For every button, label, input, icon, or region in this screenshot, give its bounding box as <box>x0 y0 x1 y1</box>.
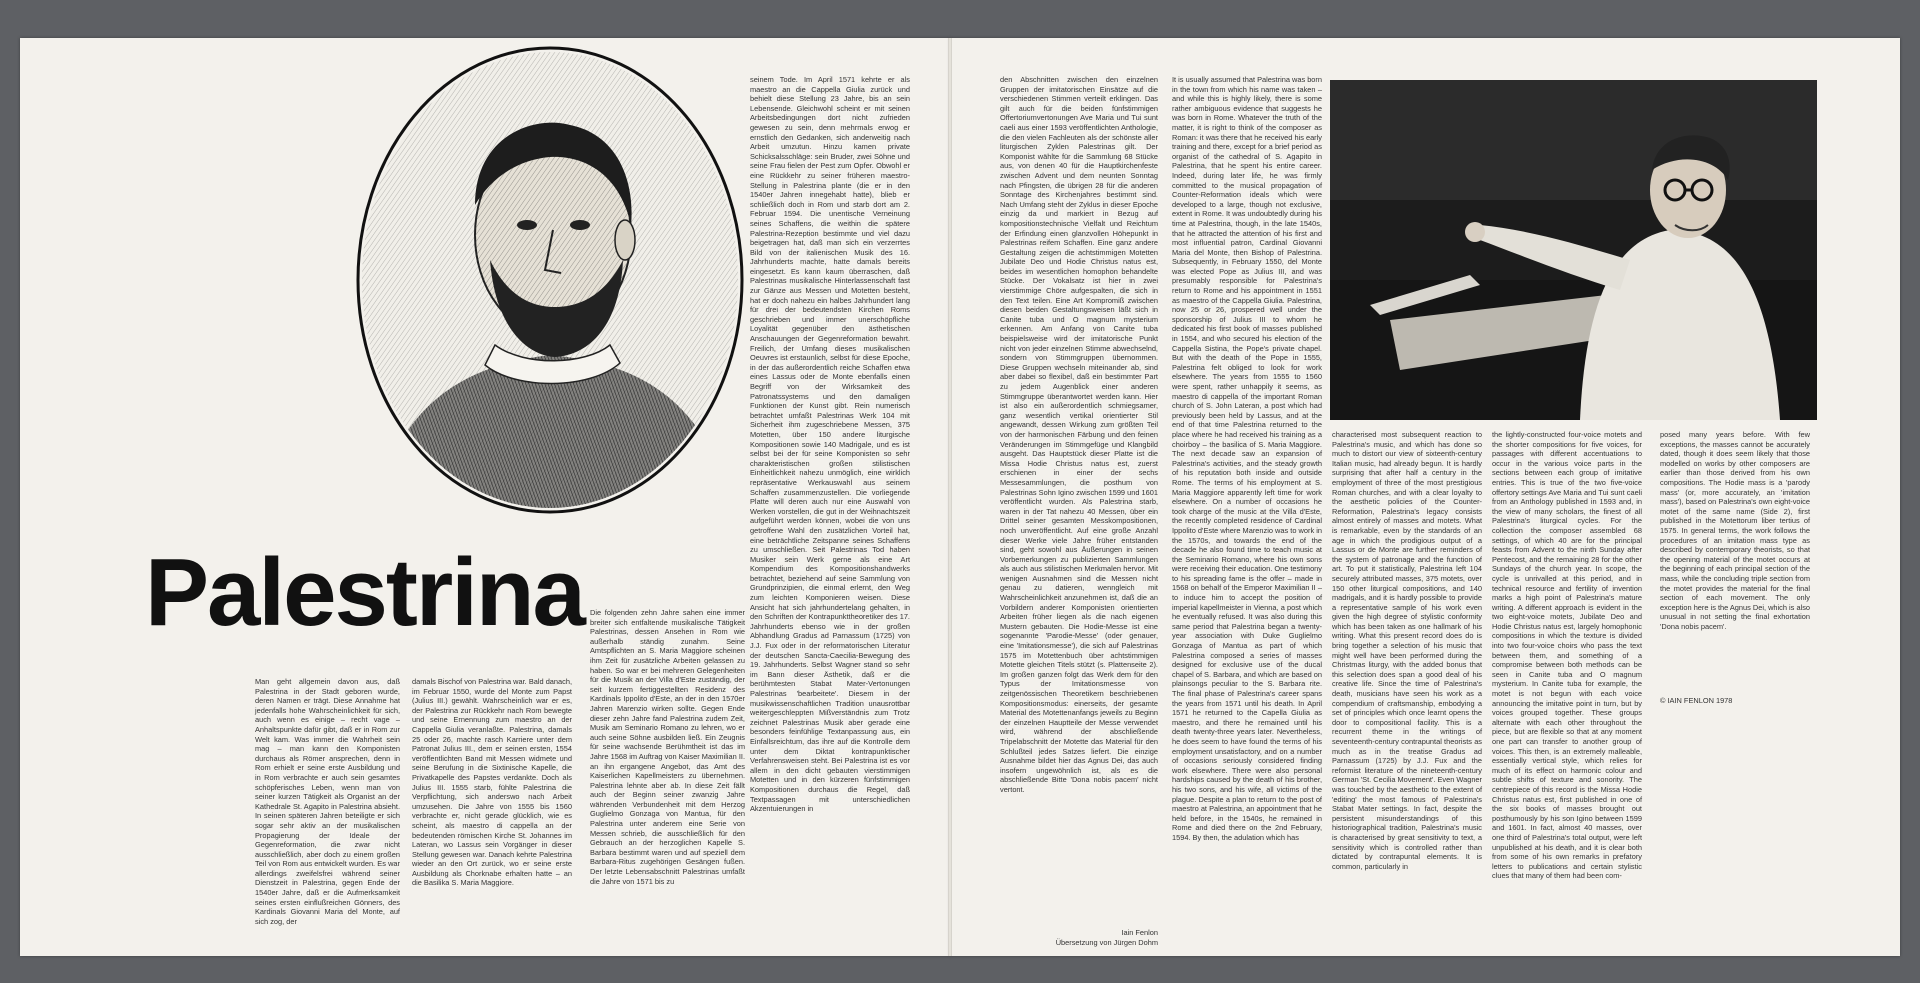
german-intro-right: damals Bischof von Palestrina war. Bald danach, im Februar 1550, wurde del Monte zum Papst (Julius III.) gewählt. Wahrscheinlich war er es, der Palestrina zur Rückkehr nach Rom bewegte und seine Ernennung zum maestro an der Cappella Giulia veranlaßte. Palestrina, damals 25 oder 26, machte rasch Karriere unter dem Patronat Julius III., dem er seinen ersten, 1554 veröffentlichten Band mit Messen widmete und seine Berufung in die Sixtinische Kapelle, die Privatkapelle des Papstes verdankte. Doch als Julius III. 1555 starb, fühlte Palestrina die Verpflichtung, sich anderswo nach Arbeit umzusehen. Die Jahre von 1555 bis 1560 verbrachte er, nicht gerade glücklich, wie es scheint, als maestro di cappella an der bedeutenden römischen Kirche St. Johannes im Lateran, wo Lassus sein Vorgänger in dieser Stellung gewesen war. Danach kehrte Palestrina wieder an den Ort zurück, wo er seine erste Ausbildung als Chorknabe erhalten hatte – an die Basilika S. Maria Maggiore. <box>412 677 572 888</box>
german-column-3-top: seinem Tode. Im April 1571 kehrte er als maestro an die Cappella Giulia zurück und behielt diese Stellung 23 Jahre, bis an sein Lebensende. Gleichwohl scheint er mit seinen Arbeitsbedingungen dort nicht zufrieden gewesen zu sein, denn mehrmals erwog er ernstlich den Gedanken, sich anderweitig nach Arbeit umzutun. Hinzu kamen private Schicksalsschläge: sein Bruder, zwei Söhne und seine Frau fielen der Pest zum Opfer. Obwohl er eine Rückkehr zu seiner früheren maestro-Stellung in Palestrina plante (die er in den 1540er Jahren innegehabt hatte), blieb er schließlich doch in Rom und starb dort am 2. Februar 1594. Die unentische Verneinung seines Schaffens, die weithin die spätere Palestrina-Rezeption bestimmte und viel dazu beigetragen hat, daß man sich ein verzerrtes Bild von der italienischen Musik des 16. Jahrhunderts machte, hatte damals bereits eingesetzt. Es kann kaum überraschen, daß Palestrinas musikalische Hinterlassenschaft fast zur Gänze aus Messen und Motetten besteht, hat er doch nahezu ein halbes Jahrhundert lang für drei der bedeutendsten Kirchen Roms geschrieben und immer unerschöpfliche Loyalität gegenüber den ästhetischen Anschauungen der Gegenreformation bewahrt. Freilich, der Umfang dieses musikalischen Oeuvres ist erstaunlich, selbst für diese Epoche, in der das außerordentlich reiche Schaffen etwa eines Lassus oder de Monte ebenfalls einen Begriff von der Wirksamkeit des Patronatssystems und den damaligen Funktionen der Kunst gibt. Rein numerisch betrachtet umfaßt Palestrinas Werk 104 mit Sicherheit ihm zugeschriebene Messen, 375 Motetten, über 150 andere liturgische Kompositionen sowie 140 Madrigale, und es ist selbst bei der für seine Komponisten so sehr charakteristischen großen stilistischen Einheitlichkeit nahezu unmöglich, eine wirklich repräsentative Werkauswahl aus seinem Schaffen zusammenzustellen. Die vorliegende Platte will deren auch nur eine Auswahl von Werken vorstellen, die gut in der Weihnachtszeit aufgeführt werden können, wobei die von uns getroffene Wahl den zusätzlichen Vorteil hat, eine beträchtliche Zeitspanne seines Schaffens zu umschließen. Seit Palestrinas Tod haben Musiker sein Werk gerne als eine Art Kompendium des Kompositionshandwerks betrachtet, beziehend auf seine Sammlung von Grundprinzipien, die einmal erlernt, den Weg zum leichten Komponieren weisen. Diese Ansicht hat sich jahrhundertelang gehalten, in den Schriften der Kontrapunkttheoretiker des 17. Jahrhunderts ebenso wie in der großen Abhandlung Gradus ad Parnassum (1725) von J.J. Fux oder in der reformatorischen Literatur der deutschen Sancta-Caecilia-Bewegung des 19. Jahrhunderts. Selbst Wagner stand so sehr im Bann dieser Ästhetik, daß er die berühmtesten Stabat Mater-Vertonungen Palestrinas 'bearbeitete'. Diesem in der musikwissenschaftlichen Tradition unausrottbar weitergeschleppten Mißverständnis zum Trotz zeichnet Palestrinas Musik aber gerade eine besonders feinfühlige Textanpassung aus, ein Einfallsreichtum, das ihre auf die Kontrolle dem unter dem Diktat kontrapunktischer Verfahrensweisen steht. Bei Palestrina ist es vor allem in den dicht gebauten vierstimmigen Motetten und in den kürzeren fünfstimmigen Kompositionen durchaus die Regel, daß Textpassagen mit unterschiedlichen Akzentuierungen in <box>750 75 910 814</box>
german-author: Iain Fenlon <box>1121 928 1158 937</box>
german-translator: Übersetzung von Jürgen Dohm <box>1055 938 1158 947</box>
page-title: Palestrina <box>145 539 584 646</box>
german-column-4: den Abschnitten zwischen den einzelnen Gruppen der imitatorischen Einsätze auf die verschiedenen Stimmen verteilt erklingen. Das gilt auch für die beiden fünfstimmigen Offertoriumvertonungen Ave Maria und Tui sunt caeli aus einer 1593 veröffentlichten Anthologie, die den vielen Fachleuten als der schönste aller liturgischen Zyklen Palestrinas gilt. Der Komponist wählte für die Sammlung 68 Stücke aus, von denen 40 für die Hauptkirchenfeste zwischen Advent und dem neunten Sonntag nach Pfingsten, die übrigen 28 für die anderen Sonntage des Kirchenjahres bestimmt sind. Nach Umfang steht der Zyklus in dieser Epoche einzig da und markiert in Bezug auf kompositionstechnische Vielfalt und Reichtum der Erfindung einen glanzvollen Höhepunkt in Palestrinas reifem Schaffen. Eine ganz andere Gestaltung zeigen die achtstimmigen Motetten Jubilate Deo und Hodie Christus natus est, beides im wesentlichen homophon behandelte Stücke. Der Vokalsatz ist hier in zwei vierstimmige Chöre aufgespalten, die sich in den Text teilen. Eine Art Kompromiß zwischen diesen beiden Gestaltungsweisen läßt sich in Canite tuba und O magnum mysterium erkennen. Am Anfang von Canite tuba beispielsweise wird der imitatorische Punkt nicht von jeder einzelnen Stimme abwechselnd, sondern von Stimmgruppen übernommen. Diese Gruppen wechseln miteinander ab, sind aber dabei so flexibel, daß ein bestimmter Part zu jedem Augenblick einer anderen Stimmgruppe überantwortet werden kann. Hier ist also ein außerordentlich schmiegsamer, ganz wesentlich vertikal orientierter Stil angewandt, dessen Wirkung zum größten Teil von der harmonischen Färbung und den feinen Veränderungen im Stimmgefüge und Klangbild ausgeht. Das Hauptstück dieser Platte ist die Missa Hodie Christus natus est, zuerst erschienen in einer der sechs Messesammlungen, die posthum von Palestrinas Sohn Igino zwischen 1599 und 1601 veröffentlicht wurden. Als Palestrina starb, waren in der Tat nahezu 40 Messen, über ein Drittel seiner gesamten Messkompositionen, noch unveröffentlicht. Auf eine große Anzahl dieser Werke viele Jahre früher entstanden sind, geht sowohl aus Äußerungen in seinen Vorbemerkungen zu publizierten Sammlungen als auch aus stilistischen Merkmalen hervor. Mit wenigen Ausnahmen sind die Messen nicht genau zu datieren, wenngleich mit Wahrscheinlichkeit anzunehmen ist, daß die an Vorbildern anderer Komponisten orientierten Arbeiten früher liegen als die nach eigenen Mustern gebauten. Die Hodie-Messe ist eine sogenannte 'Parodie-Messe' (oder genauer, eine 'Imitationsmesse'), die sich auf Palestrinas 1575 im Motettenbuch über achtstimmigen Motette gleichen Titels stützt (s. Plattenseite 2). Im großen ganzen folgt das Werk dem für den Typus der Imitationsmesse von zeitgenössischen Theoretikern beschriebenen Kompositionsmodus: einerseits, der gesamte Material des Motettenanfangs jeweils zu Beginn der einzelnen Hauptteile der Messe verwendet wird, während der abschließende Tripelabschnitt der Motette das Material für den Schlußteil jedes Satzes liefert. Die einzige Ausnahme bildet hier das Agnus Dei, das auch insofern ungewöhnlich ist, als es die abschließende Bitte 'Dona nobis pacem' nicht vertont. <box>1000 75 1158 794</box>
english-column-3: the lightly-constructed four-voice motets and the shorter compositions for five voices, for passages with different accentuations to occur in the various voice parts in the sections between each group of imitative entries. This is true of the two five-voice offertory settings Ave Maria and Tui sunt caeli from an Anthology published in 1593 and, in the view of many scholars, the finest of all Palestrina's liturgical cycles. For the collection the composer assembled 68 settings, of which 40 are for the principal feasts from Advent to the ninth Sunday after Pentecost, and the remaining 28 for the other Sundays of the church year. In scope, the cycle is unrivalled at this period, and in technical resource and fertility of invention marks a high point of Palestrina's mature writing. A different approach is evident in the two eight-voice motets, Jubilate Deo and Hodie Christus natus est, largely homophonic compositions in which the texture is divided into two four-voice choirs who pass the text between them, and something of a compromise between both methods can be seen in Canite tuba and O magnum mysterium. In Canite tuba for example, the motet is not begun with each voice announcing the imitative point in turn, but by voices grouped together. These groups alternate with each other throughout the piece, but are flexible so that at any moment one part can transfer to another group of voices. This then, is an extremely malleable, essentially vertical style, which relies for much of its effect on harmonic colour and subtle shifts of texture and sonority. The centrepiece of this record is the Missa Hodie Christus natus est, first published in one of the six books of masses brought out posthumously by his son Igino between 1599 and 1601. In fact, almost 40 masses, over one third of Palestrina's total output, were left unpublished at his death, and it is clear both from some of his own remarks in prefatory letters to publications and certain stylistic clues that many of them had been com- <box>1492 430 1642 881</box>
english-column-1: It is usually assumed that Palestrina was born in the town from which his name was taken – and while this is highly likely, there is some rather ambiguous evidence that suggests he was born in Rome. Whatever the truth of the matter, it is right to think of the composer as Roman: it was there that he received his early training and there, except for a brief period as organist of the cathedral of S. Agapito in Palestrina, that he spent his entire career. Indeed, during later life, he was firmly committed to the musical propagation of Counter-Reformation ideals which were developed to a large, though not exclusive, extent in Rome. It was undoubtedly during his time at Palestrina, though, in the late 1540s, that he attracted the attention of his first and most influential patron, Cardinal Giovanni Maria del Monte, then Bishop of Palestrina. Subsequently, in February 1550, del Monte was elected Pope as Julius III, and was presumably responsible for Palestrina's return to Rome and his appointment in 1551 as maestro of the Cappella Giulia. Palestrina, now 25 or 26, prospered well under the sponsorship of Julius III to whom he dedicated his first book of masses published in 1554, and who secured his election of the Cappella Sistina, the Pope's private chapel. But with the death of the Pope in 1555, Palestrina felt obliged to look for work elsewhere. The years from 1555 to 1560 were spent, rather unhappily it seems, as maestro di cappella of the important Roman church of S. John Lateran, a post which had previously been held by Lassus, and at the end of that time Palestrina returned to the place where he had received his training as a choirboy – the basilica of S. Maria Maggiore. The next decade saw an expansion of Palestrina's activities, and the steady growth of his reputation both inside and outside Rome. The terms of his employment at S. Maria Maggiore apparently left time for work elsewhere. On a number of occasions he took charge of the music at the Villa d'Este, the recently completed residence of Cardinal Ippolito d'Este where Marenzio was to work in the 1570s, and towards the end of the decade he also found time to teach music at the Seminario Romano, where his own sons were receiving their education. One testimony to his spreading fame is the offer – made in 1568 on behalf of the Emperor Maximilian II – to induce him to accept the position of imperial kapellmeister in Vienna, a post which he eventually refused. It was also during this same period that Palestrina began a twenty-year association with Duke Guglielmo Gonzaga of Mantua as part of which Palestrina composed a series of masses designed for exclusive use of the ducal chapel of S. Barbara, and which are based on plainsongs peculiar to the S. Barbara rite. The final phase of Palestrina's career spans the years from 1571 until his death. In April 1571 he returned to the Capella Giulia as maestro, and there he remained until his death twenty-three years later. Nevertheless, he does seem to have found the terms of his employment unsatisfactory, and on a number of occasions seriously considered finding work elsewhere. There were also personal hardships caused by the death of his brother, his two sons, and his wife, all victims of the plague. Despite a plan to return to the post of maestro at Palestrina, an appointment that he held before, in the 1540s, he remained in Rome and died there on the 2nd February, 1594. By then, the adulation which has <box>1172 75 1322 842</box>
english-copyright: © IAIN FENLON 1978 <box>1660 696 1733 705</box>
engraved-portrait-icon <box>335 45 765 515</box>
german-column-3-bottom: Die folgenden zehn Jahre sahen eine immer breiter sich entfaltende musikalische Tätigkeit Palestrinas, dessen Ansehen in Rom wie außerhalb ständig zunahm. Seine Amtspflichten an S. Maria Maggiore scheinen ihm Zeit für zusätzliche Arbeiten gelassen zu haben. So war er bei mehreren Gelegenheiten für die Musik an der Villa d'Este zuständig, der seit kurzem fertiggestellten Residenz des Kardinals Ippolito d'Este, an der in den 1570er Jahren Marenzio wirken sollte. Gegen Ende dieser zehn Jahre fand Palestrina zudem Zeit, Musik am Seminario Romano zu lehren, wo er auch seine Söhne ausbilden ließ. Ein Zeugnis für seine wachsende Berühmtheit ist das im Jahre 1568 im Auftrag von Kaiser Maximilian II. an ihn ergangene Angebot, das Amt des Kaiserlichen Kapellmeisters zu übernehmen. Palestrina lehnte aber ab. In diese Zeit fällt auch der Beginn seiner zwanzig Jahre währenden Verbundenheit mit dem Herzog Guglielmo Gonzaga von Mantua, für den Palestrina unter anderem eine Serie von Messen schrieb, die ausschließlich für den Gebrauch an der herzoglichen Kapelle S. Barbara bestimmt waren und auf speziell dem Barbara-Ritus zugehörigen Gesängen fußen. Der letzte Lebensabschnitt Palestrinas umfaßt die Jahre von 1571 bis zu <box>590 608 745 886</box>
page-fold <box>948 38 952 956</box>
english-column-2: characterised most subsequent reaction to Palestrina's music, and which has done so much to distort our view of sixteenth-century Italian music, had already begun. It is hardly surprising that after half a century in the employment of three of the most prestigious Roman churches, and with a clear loyalty to the aesthetic policies of the Counter-Reformation, Palestrina's legacy consists almost entirely of masses and motets. What is remarkable, even by the standards of an age in which the prodigious output of a Lassus or de Monte are further reminders of the system of patronage and the function of art. To put it statistically, Palestrina left 104 securely attributed masses, 375 motets, over 150 other liturgical compositions, and 140 madrigals, and it is hardly possible to provide a representative sample of his work even given the high degree of stylistic conformity which has been taken as one hallmark of his writing. What this present record does do is bring together a selection of his music that might well have been performed during the Christmas liturgy, with the added bonus that this selection does span a good deal of his creative life. Since the time of Palestrina's death, musicians have seen his work as a compendium of craftsmanship, embodying a set of principles which once learnt opens the door to compositional facility. This is a recurrent theme in the writings of seventeenth-century contrapuntal theorists as much as in the treatise Gradus ad Parnassum (1725) by J.J. Fux and the reformist literature of the nineteenth-century German 'St. Cecilia Movement'. Even Wagner was touched by the aesthetic to the extent of 'editing' the most famous of Palestrina's Stabat Mater settings. In fact, despite the persistent misunderstandings of this historiographical tradition, Palestrina's music is characterised by great sensitivity to text, a sensitivity which is controlled rather than dictated by contrapuntal elements. It is common, particularly in <box>1332 430 1483 871</box>
german-intro-left: Man geht allgemein davon aus, daß Palestrina in der Stadt geboren wurde, deren Namen er trägt. Diese Annahme hat jedenfalls hohe Wahrscheinlichkeit für sich, auch wenn es einige – recht vage – Anhaltspunkte dafür gibt, daß er in Rom zur Welt kam. Was immer die Wahrheit sein mag – man kann den Komponisten durchaus als Römer ansprechen, denn in Rom erhielt er seine erste Ausbildung und in Rom verbrachte er auch sein gesamtes schöpferisches Leben, wenn man von seiner kurzen Tätigkeit als Organist an der Kathedrale St. Agapito in Palestrina absieht. In seinen späteren Jahren beteiligte er sich sogar sehr aktiv an der musikalischen Propagierung der Ideale der Gegenreformation, die zwar nicht ausschließlich, aber doch zu einem großen Teil von Rom aus entwickelt wurden. Es war allerdings zweifelsfrei während seiner Dienstzeit in Palestrina, gegen Ende der 1540er Jahre, daß er die Aufmerksamkeit seines ersten einflußreichen Gönners, des Kardinals Giovanni Maria del Monte, auf sich zog, der <box>255 677 400 926</box>
conductor-photo-icon <box>1330 80 1817 420</box>
english-column-4: posed many years before. With few exceptions, the masses cannot be accurately dated, though it does seem likely that those modelled on works by other composers are earlier than those derived from his own compositions. The Hodie mass is a 'parody mass' (or, more accurately, an 'imitation mass'), based on Palestrina's own eight-voice motet of the same name (Side 2), first published in the Motettorum liber tertius of 1575. In general terms, the work follows the procedures of an imitation mass type as described by contemporary theorists, so that the opening material of the motet occurs at the beginning of each principal section of the mass, while the concluding triple section from the motet provides the material for the final section of each movement. The only exception here is the Agnus Dei, which is also unusual in not setting the final exhortation 'Dona nobis pacem'. <box>1660 430 1810 631</box>
